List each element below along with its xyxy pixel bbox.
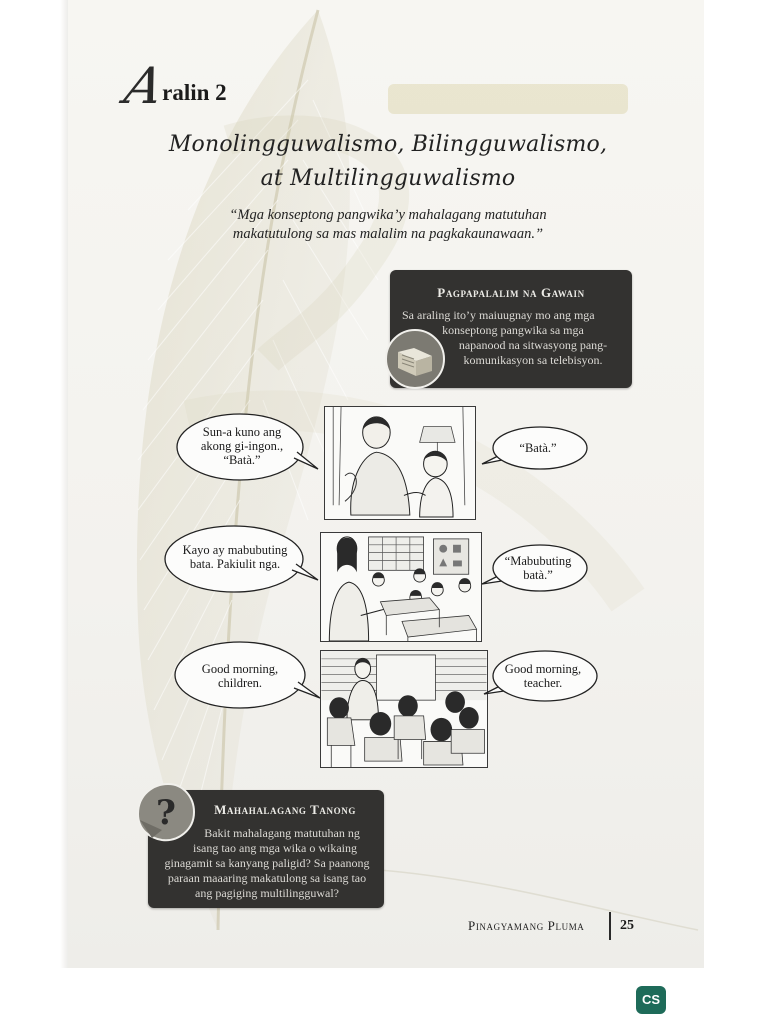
lesson-label: ralin 2 <box>162 80 227 105</box>
svg-text:?: ? <box>156 793 176 833</box>
speech-line: Kayo ay mabubuting <box>182 543 288 557</box>
camscanner-badge: CS <box>636 986 666 1014</box>
speech-line: akong gi-ingon., <box>200 439 284 453</box>
speech-text <box>174 662 306 690</box>
footer-divider <box>609 912 611 940</box>
speech-text <box>176 425 308 467</box>
speech-line: Good morning, <box>201 662 279 676</box>
quote-line-1: “Mga konseptong pangwika’y mahalagang matutuhan <box>229 207 547 223</box>
question-mark-icon <box>132 780 196 844</box>
question-line: isang tao ang mga wika o wikaing <box>193 841 357 855</box>
speech-bubble-mother <box>176 412 308 482</box>
mother-child-illustration <box>325 407 475 519</box>
speech-bubble-teacher-fil <box>164 524 306 594</box>
speech-line: Sun-a kuno ang <box>202 425 282 439</box>
speech-line: “Batà.” <box>519 441 557 455</box>
speech-bubble-students-fil <box>488 544 588 592</box>
scene-mother-child <box>324 406 476 520</box>
speech-bubble-students-eng <box>488 650 598 702</box>
question-line: Bakit mahalagang matutuhan ng <box>204 826 360 840</box>
lesson-heading <box>119 57 227 115</box>
speech-bubble-teacher-eng <box>174 640 306 710</box>
speech-text <box>164 543 306 571</box>
speech-bubble-child <box>488 426 588 470</box>
activity-line: Sa araling ito’y maiuugnay mo ang mga <box>402 308 595 322</box>
activity-line: konseptong pangwika sa mga <box>442 323 584 337</box>
activity-box-title: Pagpapalalim na Gawain <box>437 285 585 300</box>
speech-line: “Batà.” <box>223 453 261 467</box>
speech-line: “Mabubuting <box>504 554 572 568</box>
scene-classroom-filipino <box>320 532 482 642</box>
speech-line: teacher. <box>523 676 563 690</box>
book-page <box>68 0 704 968</box>
question-line: ang pagiging multilingguwal? <box>195 886 339 900</box>
speech-text <box>488 554 588 582</box>
question-line: ginagamit sa kanyang paligid? Sa paanong <box>164 856 370 870</box>
question-line: paraan maaaring makatulong sa isang tao <box>167 871 367 885</box>
page-number: 25 <box>620 918 634 933</box>
activity-line: komunikasyon sa telebisyon. <box>463 353 603 367</box>
title-line-2: at Multilingguwalismo <box>260 166 516 191</box>
essential-question-title: Mahahalagang Tanong <box>214 802 356 817</box>
speech-text <box>488 662 598 690</box>
lesson-initial: A <box>119 57 169 115</box>
speech-text <box>488 441 588 455</box>
speech-line: children. <box>217 676 263 690</box>
speech-line: batà.” <box>523 568 553 582</box>
book-icon <box>384 328 446 390</box>
lesson-quote <box>188 206 588 244</box>
speech-line: Good morning, <box>504 662 582 676</box>
speech-line: bata. Pakiulit nga. <box>189 557 281 571</box>
activity-line: napanood na sitwasyong pang- <box>458 338 608 352</box>
quote-line-2: makatutulong sa mas malalim na pagkakaunawaan.” <box>232 226 544 242</box>
publisher-brand: Pinagyamang Pluma <box>468 918 585 933</box>
classroom-illustration-2 <box>321 651 487 767</box>
title-line-1: Monolingguwalismo, Bilingguwalismo, <box>168 132 608 157</box>
classroom-illustration-1 <box>321 533 481 641</box>
lesson-title <box>168 128 608 196</box>
scene-classroom-english <box>320 650 488 768</box>
